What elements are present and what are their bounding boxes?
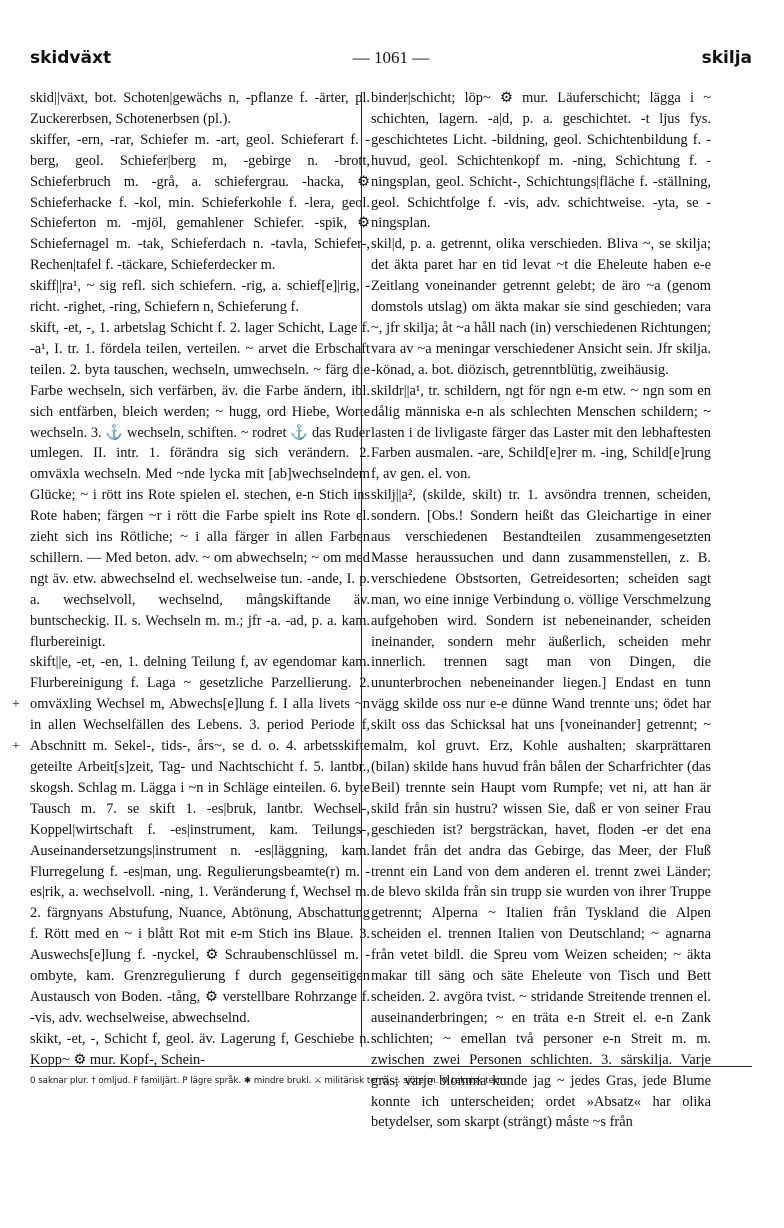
margin-plus-mark: + — [12, 697, 20, 712]
footer-rule — [30, 1066, 752, 1067]
margin-plus-mark: + — [12, 739, 20, 754]
page-number: — 1061 — — [352, 48, 430, 67]
entry-skidvaxt: skid||växt, bot. Schoten|gewächs n, -pflanze f. -ärter, pl. Zuckererbsen, Schotenerbsen (pl.). — [30, 90, 370, 127]
entry-skifte: skift||e, -et, -en, 1. delning Teilung f, av egendomar kam. Flurbereinigung f. Laga ~ gesetzliche Parzellierung. 2. omväxling Wechsel m, Abwechs[e]lung f. I alla livets ~n in allen Wechselfällen des Lebens. 3. period Periode f, Abschnitt m. Sekel-, tids-, års~, se d. o. 4. arbetsskifte geteilte Arbeit[s]zeit, Tag- und Nachtschicht f. 5. lantbr., skogsh. Schlag m. Lägga i ~n in Schläge einteilen. 6. byte Tausch m. 7. se skift 1. -es|bruk, lantbr. Wechsel-, Koppel|wirtschaft f. -es|instrument, kam. Teilungs-, Auseinandersetzungs|instrument n. -es|läggning, kam. Flurregelung f. -es|man, ung. Regulierungsbeamte(r) m. -es|rik, a. wechselvoll. -ning, 1. Veränderung f, Wechsel m. 2. färgnyans Abstufung, Nuance, Abtönung, Abschattung f. Rött med en ~ i blått Rot mit e-m Stich ins Blaue. 3. Auswechs[e]lung f. -nyckel, ⚙ Schraubenschlüssel m. -ombyte, kam. Grenzregulierung f durch gegenseitigen Austausch von Boden. -tång, ⚙ verstellbare Rohrzange f. -vis, adv. wechselweise, abwechselnd. — [30, 654, 370, 1026]
header-right-guideword: skilja — [701, 48, 752, 68]
entry-skildra: skildr||a¹, tr. schildern, ngt för ngn e-m etw. ~ ngn som en dålig människa e-n als schlechten Menschen schildern; ~ lasten i de livligaste färger das Laster mit den lebhaftesten Farben ausmalen. -are, Schild[e]rer m. -ing, Schild[e]rung f, av gen. el. von. — [371, 382, 711, 483]
entry-skild: skil|d, p. a. getrennt, olika verschieden. Bliva ~, se skilja; det äkta paret har en tid levat ~t die Eheleute haben e-e Zeitlang voneinander getrennt gelebt; de äro ~a (genom domstols utslag) om äkta makar sie sind geschieden; vara ~, jfr skilja; åt ~a håll nach (in) verschiedenen Richtungen; vara av ~a meningar verschiedener Ansicht sein. Jfr skilja. -könad, a. bot. diözisch, getrenntblütig, zweihäusig. — [371, 236, 711, 378]
left-column — [30, 88, 370, 1068]
entry-skift: skift, -et, -, 1. arbetslag Schicht f. 2. lager Schicht, Lage f. -a¹, I. tr. 1. fördela teilen, verteilen. ~ arvet die Erbschaft teilen. 2. byta tauschen, wechseln, umwechseln. ~ färg die Farbe wechseln, sich verfärben, äv. die Farbe ändern, ibl. sich entfärben, bleich werden; ~ hugg, ord Hiebe, Worte wechseln. 3. ⚓ wechseln, schiften. ~ rodret ⚓ das Ruder umlegen. II. intr. 1. förändra sig sich verändern. 2. omväxla wechseln. Med ~nde lycka mit [ab]wechselndem Glücke; ~ i rött ins Rote spielen el. stechen, e-n Stich ins Rote haben; färgen ~r i rött die Farbe spielt ins Rote el. zieht sich ins Rötliche; ~ i alla färger in allen Farben schillern. — Med beton. adv. ~ om abwechseln; ~ om med ngt äv. etw. abwechselnd el. wechselweise tun. -ande, I. p. a. wechselvoll, wechselnd, mångskiftande äv. buntscheckig. II. s. Wechseln m. m.; jfr -a. -ad, p. a. kam. flurbereinigt. — [30, 319, 370, 650]
entry-skikt-continued: binder|schicht; löp~ ⚙ mur. Läuferschicht; lägga i ~ schichten, lagern. -a|d, p. a. geschichtet. -t ljus fys. geschichtetes Licht. -bildning, geol. Schichtenbildung f. -huvud, geol. Schichtenkopf m. -ning, Schichtung f. -ningsplan, geol. Schicht-, Schichtungs|fläche f. -ställning, geol. Schichtfolge f. -vis, adv. schichtweise. -yta, se -ningsplan. — [371, 90, 711, 232]
page-header — [30, 48, 752, 76]
entry-skiffra: skiff||ra¹, ~ sig refl. sich schiefern. -rig, a. schief[e]|rig, -richt. -righet, -ring, Schiefern n, Schieferung f. — [30, 278, 370, 316]
entry-skiffer: skiffer, -ern, -rar, Schiefer m. -art, geol. Schieferart f. -berg, geol. Schiefer|berg m, -gebirge n. -brott, Schieferbruch m. -grå, a. schiefergrau. -hacka, ⚙ Schieferhacke f. -kol, min. Schieferkohle f. -lera, geol. Schieferton m. -mjöl, gemahlener Schiefer. -spik, ⚙ Schiefernagel m. -tak, Schieferdach n. -tavla, Schiefer-, Rechen|tafel f. -täckare, Schieferdecker m. — [30, 131, 370, 274]
abbreviation-legend: 0 saknar plur. † omljud. F familjärt. P lägre språk. ✱ mindre brukl. ⚔ militärisk term. ⚓ sjöterm. ⚙ teknisk term. — [30, 1076, 509, 1086]
column-divider — [361, 92, 362, 1047]
entry-skilja: skilj||a², (skilde, skilt) tr. 1. avsöndra trennen, scheiden, sondern. [Obs.! Sondern heißt das Gleichartige in einer aus verschiedenen Bestandteilen zusammengesetzten Masse heraussuchen und dann zusammenstellen, z. B. verschiedene Obstsorten, Getreidesorten; scheiden sagt man, wo eine innige Verbindung o. völlige Verschmelzung aufgehoben wird. Sondern ist nebeneinander, scheiden ineinander, sondern mehr äußerlich, scheiden mehr innerlich. trennen sagt man von Dingen, die ununterbrochen nebeneinander liegen.] Endast en tunn vägg skilde oss nur e-e dünne Wand trennte uns; ödet har skilt oss das Schicksal hat uns [voneinander] getrennt; ~ malm, kol gruvt. Erz, Kohle aushalten; skarprättaren (bilan) skilde hans huvud från bålen der Scharfrichter (das Beil) trennte sein Haupt vom Rumpfe; vet ni, att han är skild från sin hustru? wissen Sie, daß er von seiner Frau geschieden ist? bergsträckan, havet, floden -er det ena landet från det andra das Gebirge, das Meer, der Fluß trennt ein Land von dem anderen el. trennt zwei Länder; de blevo skilda från sin trupp sie wurden von ihrer Truppe getrennt; Alperna ~ Italien från Tyskland die Alpen scheiden el. trennen Italien von Deutschland; ~ agnarna från vetet bildl. die Spreu vom Weizen scheiden; ~ äkta makar till säng och säte Eheleute von Tisch und Bett scheiden. 2. avgöra tvist. ~ stridande Streitende trennen el. auseinanderbringen; ~ en träta e-n Streit el. e-n Zank schlichten; ~ emellan två personer e-n Streit m. m. zwischen zwei Personen schlichten. 3. särskilja. Varje gräs, varje blomma kunde jag ~ jedes Gras, jede Blume konnte ich unterscheiden; ordet »Absatz« har olika betydelser, som skarpt (strängt) måste ~s från — [371, 487, 711, 1131]
right-column — [371, 88, 711, 1131]
header-left-guideword: skidväxt — [30, 48, 112, 68]
entry-skikt: skikt, -et, -, Schicht f, geol. äv. Lagerung f, Geschiebe n. Kopp~ ⚙ mur. Kopf-, Schein- — [30, 1030, 370, 1068]
